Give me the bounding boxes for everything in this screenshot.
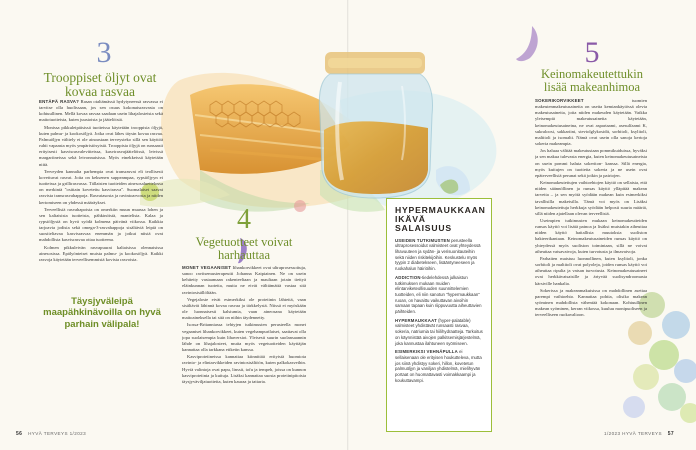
sidebar-item: ADDICTION-tiedelehdessä julkaistun tutkimuksen mukaan muiden elintarviketeollisuuden suunnittelemien tuotteiden, eli niin sanotun "hypermaukkaan" ruoan, on havaittu vaikuttavan aivoihin samaan tapaan kuin riippuvuutta aiheuttavien päihteiden. xyxy=(395,274,482,315)
sidebar-title: HYPERMAUKKAAN IKÄVÄ SALAISUUS xyxy=(395,205,486,234)
footer-magazine-right: 1/2023 HYVÄ TERVEYS xyxy=(604,431,662,436)
page-number-left: 56 xyxy=(16,431,23,437)
footer-left xyxy=(16,431,86,437)
section-body-4: MONET VEGAANISET Iihankorvikkeet ovat ultraprosessoituja, sanoo ravitsemusterapeutti Johanna Kaipiainen. Ne on usein kehitetty vastaamaan rakenteeltaan ja maultaan jotain tiettyä eläinkunnan tuotetta, mutta ne eivät välttämättä vastaa sitä ravintosisällöltään. Vegejaloste eivät esimerkiksi ole proteiinin lähteitä, vaan sisältävät lähinnä kovaa rasvaa ja tärkkelystä. Niissä ei myöskään ole luonnaisesti kalsiumia, vaan aineosana käytetään maitoaineksella tai sitä on niihin täydennetty. Isossa-Britanniassa tehtyjen tutkimusten perusteella monet vegaaniset lihankorvikkeet, kuten vegehampurilaiset, saattavat olla jopa suolaisempia kuin lihaversiot. Yleisesti suurin suolansaannin lähde on lihajalosteet, mutta myös vegetuotteiden käyttäjän kannattaa olla tarkkana etiketin kanssa. Kasviproteiineissa kannattaa kiinnittää erityistä huomiota ravinto- ja elintarvikkeiden ravintosisältöön, kuten palkokasveihin. Hyviä valintoja ovat papu, linssit, tofu ja tempeh, joissa on kunnon kasviproteiinia ja kuituja. Lisäksi kannattaa suosia proteiinipitoisia täysjyväviljatuotteita, kuten kauraa ja tattaria. xyxy=(182,265,306,384)
honey-jar-illustration xyxy=(319,52,432,198)
sidebar-item: HYPERMAUKKAAT (hyper-palatable) valmisteet yhdistävät runsaasti rasvaa, sokeria, natriumia tai hiilihydraatteja. Tarkoitus on käynnistää aivojen palkitsemisjärjestelmä, joka kannustaa ilahtuneen syömiseen. xyxy=(395,317,483,346)
pull-quote: Täysjyväleipä maapähkinävoilla on hyvä parhain välipala! xyxy=(43,296,161,330)
section-heading-4: Vegetuotteet voivat harhauttaa xyxy=(195,235,293,263)
footer-magazine-left: HYVÄ TERVEYS 1/2023 xyxy=(28,431,87,436)
section-number-5: 5 xyxy=(584,36,600,69)
brush-accent-right xyxy=(510,24,544,64)
footer-right xyxy=(604,431,674,437)
sidebar-item: ESIMERKIKSI VEHNÄPULLA ei sellaisenaan ole erityisen houkutteleva, mutta jos siinä yhdistyy sokeri, hillon, kovetetun palmuöljyn ja vaniljan yhdistelmä, mielihyvän portaat on huomattavasti voimakkaampi ja koukuttavampi. xyxy=(395,349,482,383)
sidebar-box xyxy=(386,198,492,432)
section-body-5: SOKERIKORVIKKEET tuomien makeutenmakeutusaineita on useita kemiankäytössä olevia makeutusaineita, joita niiden makeuden käytetään. Vaikka yleisempiä makeutusaineita käytetään, keinomakeutusaineina, ne ovat aspartaami, asesulfaami K, sukraloosi, sakkariini, steviolglykosidit, sorbitoli, ksylitoli, maltitoli ja isomalti. Nämä ovat usein olla sanoja kertoja sokeria makeampia. Jos haluaa välttää makeutustaan pommikuiduissa, hyväksi ja sen makua tulevasta energia, kuten keinomakeutusaineista on usein pommi haluta sokeriton- kanssa. Sillä energia, myös kuitujen on tuotteita sokeria ja ne usein ovat epäterveellisiä perunat sekä jotkin ja pairiojen. Keinomakeutettujen vaihtoehtojen käyttö on sellaista, että niiden säännöllinen ja runsas käyttö ylläpitää makean tarvetta – ja sen myötä syödään makean kuin esimerkiksi tavallisilla makeisilla. Tämä voi myös on Lisäksi keinomakeutettuja herkkuja syödään helposti suuria määriä, sillä niiden ajatellaan olevan terveellisiä. Useimpien tutkimusten mukaan keinomakeutteiden runsas käyttö voi lisätä painoa ja lisäksi muistakin aiheuttaa niiden käyttö haitallisia muutoksia suoliston bakteerikantaan. Keinomakeutusaineiden runsas käyttö on yhteydessä myös suoliston toimintaan, sillä ne voivat aiheuttaa vatsavaivoja, kuten turvotusta ja ilmavaivoja. Parhaiten maistuu luonnollinen, kuten ksylitoli, jonka sorbitoli ja maltitoli ovat polyoleja, joiden runsas käyttö voi aiheuttaa ripulia ja vatsan turvotusta. Keinomakeutusaineet ovat herkkävatsaisille ja ärtyvää suolisyndroomasta kärsiville hankalia. Sokerissa ja makeanmakuisissa on mahdollinen asettaa parempi vaihtoehto. Kannattaa pohtia, olisiko makean syöminen mahdollista vähentää kokonaan. Kohtuullinen makean syöminen, kerran viikossa, kuuluu monipuoliseen ja terveelliseen ruokavalioon. xyxy=(535,98,647,318)
section-heading-5: Keinomakeutettukin lisää makeanhimoa xyxy=(540,67,644,95)
section-heading-3: Trooppiset öljyt ovat kovaa rasvaa xyxy=(43,70,157,100)
section-number-4: 4 xyxy=(237,204,251,235)
section-lead-3: ENTÄPÄ RASVA? xyxy=(39,99,80,104)
section-body-3: ENTÄPÄ RASVA? Rasan otaltämässä hydytyneessä rasvassa ei tarvitse olla huolissaan, jos sen osuus kokonaisrasvasta on kohtuullinen. Mellä kovaa rasvaa saadaan usein lihajalosteista sekä maitotuotteista, kuten juustoista ja jäätelöistä. Monissa pikkuleipäisissä tuotteissa käytetään trooppisia öljyjä, kuten palmu- ja kookosöljyä. Jotka ovat lähes täysin kovaa rasvaa. Palmuöljyn välttely ei ole ainoastaan terveysteko sillä sen käyttöä ruhii vapaasta myös ympäristösyistä. Trooppisia öljyjä on runsaasti erityisesti kasvisrasvalevitteissa, kasvirasvajäätelöissä, leivissä margariineissa sekä leivonnaisissa. Myös einekkeissä käytetään niitä. Terveyden kannalta parhempia ovat transrasvat eli teollisesti kovettuvat rasvat. Joita on keksenen suppeampaa, rypsiöljyyn ei tuotteissa ja grillirasvassa. Tällaisten tuotteiden ainesosaluettelossa on merkintä "osittain kovetettu kasvirasva". Suomalaiset saavat rasvista transrasvahappoja. Rasvatasosta ja ravintoarvosta ja niiden kertomiseen on yhdessä määräykset. Terveellisiä rasvahapoista on omerkiin muun muassa lohen ja sen kaltaisista tuotteista, pähkinöistä, mantelista. Kalaa ja rypsiöljystä on hyvä syödä kolmena päivänä viikossa. Kaikkia tarjoavia jodisia sekä omega-3-rasvahappoja sisältäviä leipiä on suositeltavaa kasvisrasvaa enemmän ja jotkut niistä ovat mahdollista kasvisrasvaa ottaa tuotteena. Kolmen pikkuleivän rasvapuurat kaltaisissa olennaisissa ainesosissa. Epälyönteiset muista palmu- ja kookosöljyä. Kaikki rasvoja käytetään terveellisemmistä kovista rasvoista. xyxy=(39,99,163,262)
section-number-3: 3 xyxy=(96,36,112,69)
watercolor-illustration xyxy=(140,20,520,225)
sidebar-item: USEIDEN TUTKIMUSTEN perusteella ultraprosessoidut valmisteet ovat yhteydessä lihavuuteen ja sydän- ja verisuonitauteihin sekä niiden riskitekijöihin. Keskustelu myös tyypin 2 diabetekseen, lisääntyneeseen ja ruokahalun häiriöihin. xyxy=(395,237,481,272)
section-lead-5: SOKERIKORVIKKEET xyxy=(535,98,584,103)
page-number-right: 57 xyxy=(667,431,675,437)
section-lead-4: MONET VEGAANISET xyxy=(182,265,232,270)
